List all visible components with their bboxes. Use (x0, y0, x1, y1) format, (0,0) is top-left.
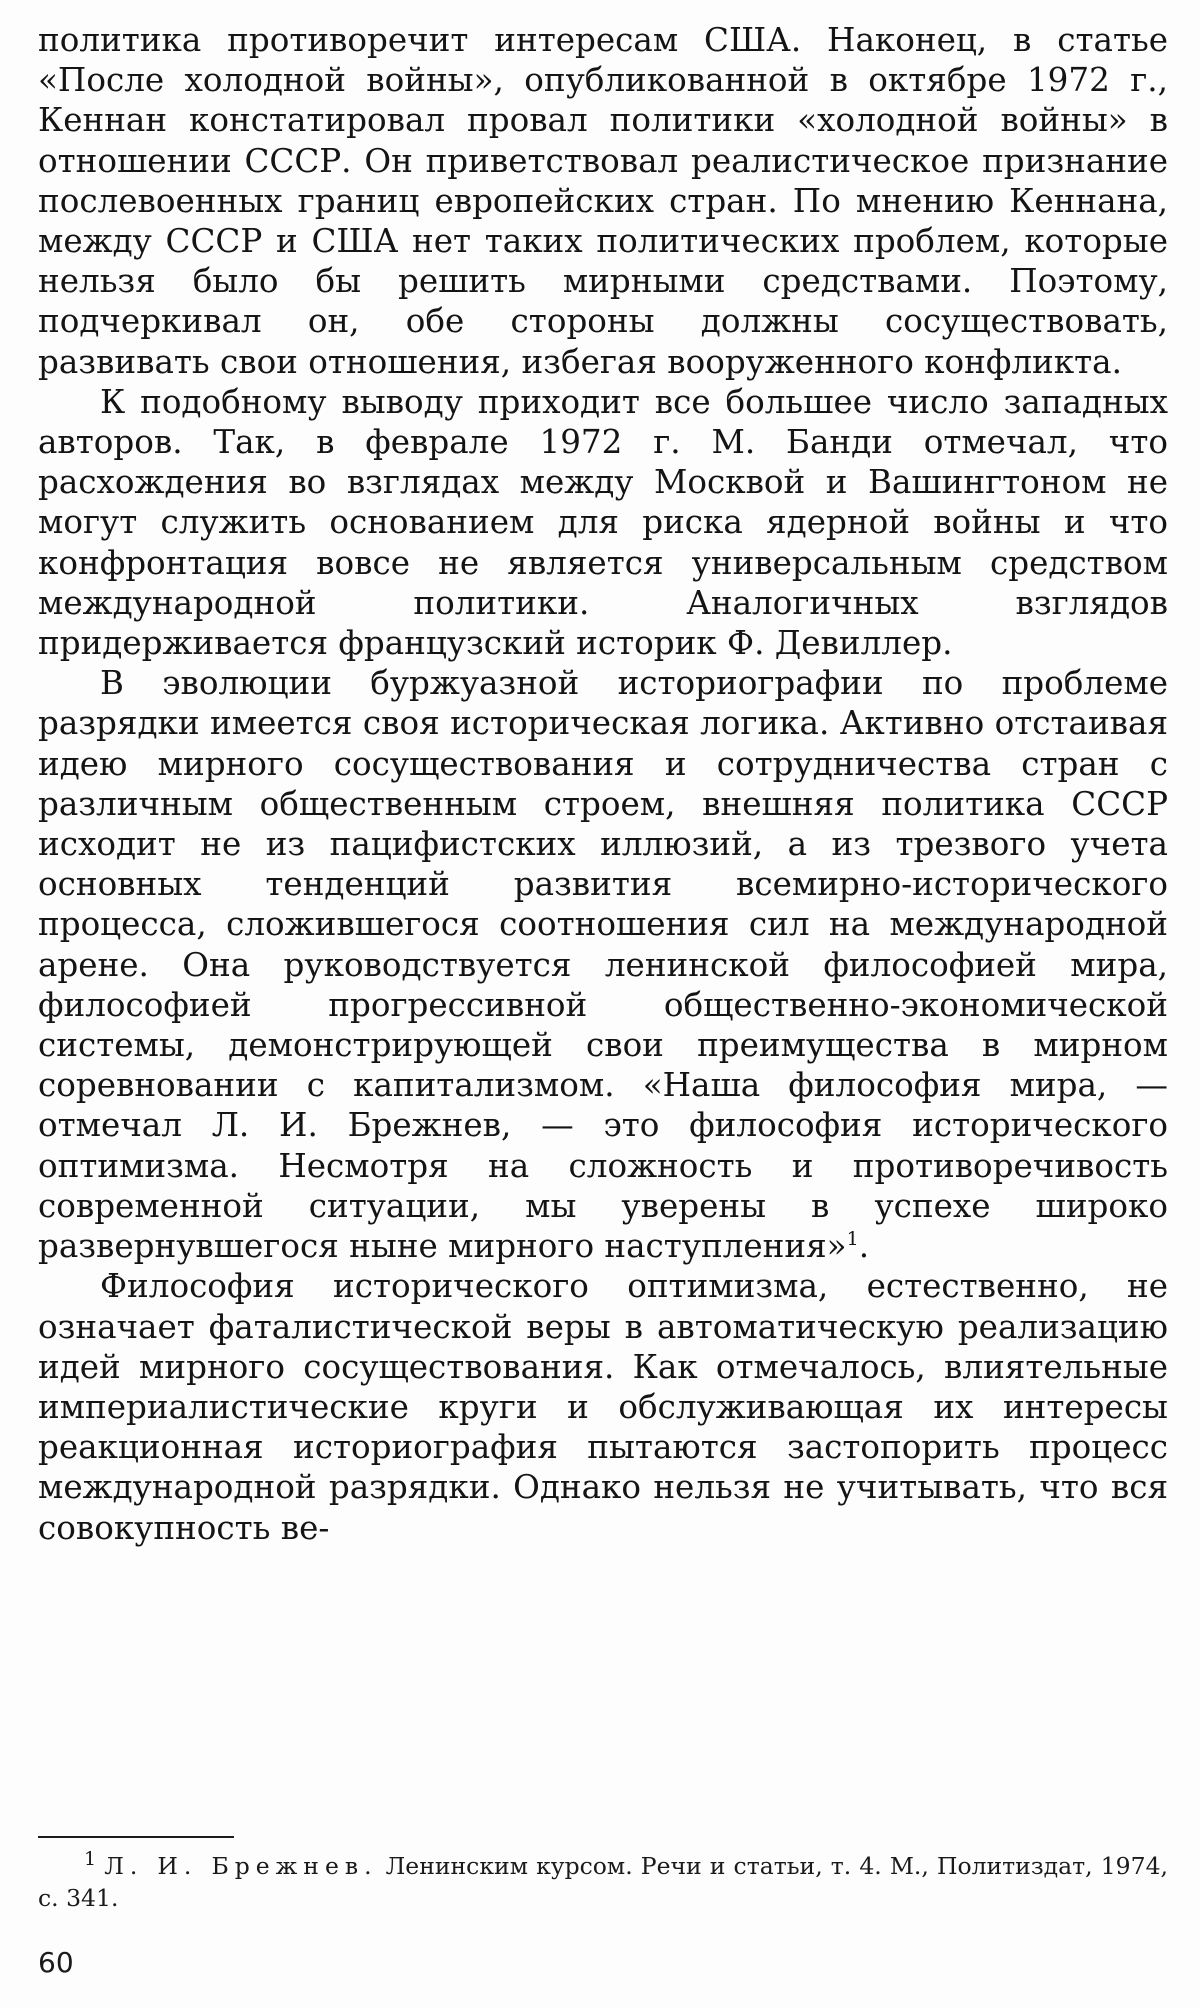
footnote-author: Л. И. Брежнев. (104, 1852, 378, 1880)
paragraph-4: Философия исторического оптимизма, естественно, не означает фаталистической веры в автоматическую реализацию идей мирного сосуществования. Как отмечалось, влиятельные империалистические круги и обслуживающая их интересы реакционная историография пытаются застопорить процесс международной разрядки. Однако нельзя не учитывать, что вся совокупность ве- (38, 1267, 1168, 1547)
footnote-text: Ленинским курсом. Речи и статьи, т. 4. М., Политиздат, 1974, с. 341. (38, 1852, 1168, 1912)
paragraph-3 (38, 663, 1168, 1266)
main-text (38, 20, 1168, 1548)
page-number: 60 (38, 1946, 74, 1979)
paragraph-3-text: В эволюции буржуазной историографии по проблеме разрядки имеется своя историческая логика. Активно отстаивая идею мирного сосуществования и сотрудничества стран с различным общественным строем, внешняя политика СССР исходит не из пацифистских иллюзий, а из трезвого учета основных тенденций развития всемирно-исторического процесса, сложившегося соотношения сил на международной арене. Она руководствуется ленинской философией мира, философией прогрессивной общественно-экономической системы, демонстрирующей свои преимущества в мирном соревновании с капитализмом. «Наша философия мира, — отмечал Л. И. Брежнев, — это философия исторического оптимизма. Несмотря на сложность и противоречивость современной ситуации, мы уверены в успехе широко развернувшегося ныне мирного наступления» (38, 664, 1168, 1266)
footnote-mark: 1 (84, 1848, 97, 1871)
paragraph-1: политика противоречит интересам США. Наконец, в статье «После холодной войны», опубликованной в октябре 1972 г., Кеннан констатировал провал политики «холодной войны» в отношении СССР. Он приветствовал реалистическое признание послевоенных границ европейских стран. По мнению Кеннана, между СССР и США нет таких политических проблем, которые нельзя было бы решить мирными средствами. Поэтому, подчеркивал он, обе стороны должны сосуществовать, развивать свои отношения, избегая вооруженного конфликта. (38, 21, 1168, 381)
footnote-body (38, 1850, 1168, 1914)
footnote (38, 1850, 1168, 1914)
paragraph-2: К подобному выводу приходит все большее число западных авторов. Так, в феврале 1972 г. М. Банди отмечал, что расхождения во взглядах между Москвой и Вашингтоном не могут служить основанием для риска ядерной войны и что конфронтация вовсе не является универсальным средством международной политики. Аналогичных взглядов придерживается французский историк Ф. Девиллер. (38, 382, 1168, 663)
footnote-separator (38, 1836, 234, 1838)
footnote-reference-mark: 1 (846, 1228, 859, 1251)
paragraph-3-end: . (858, 1227, 870, 1266)
